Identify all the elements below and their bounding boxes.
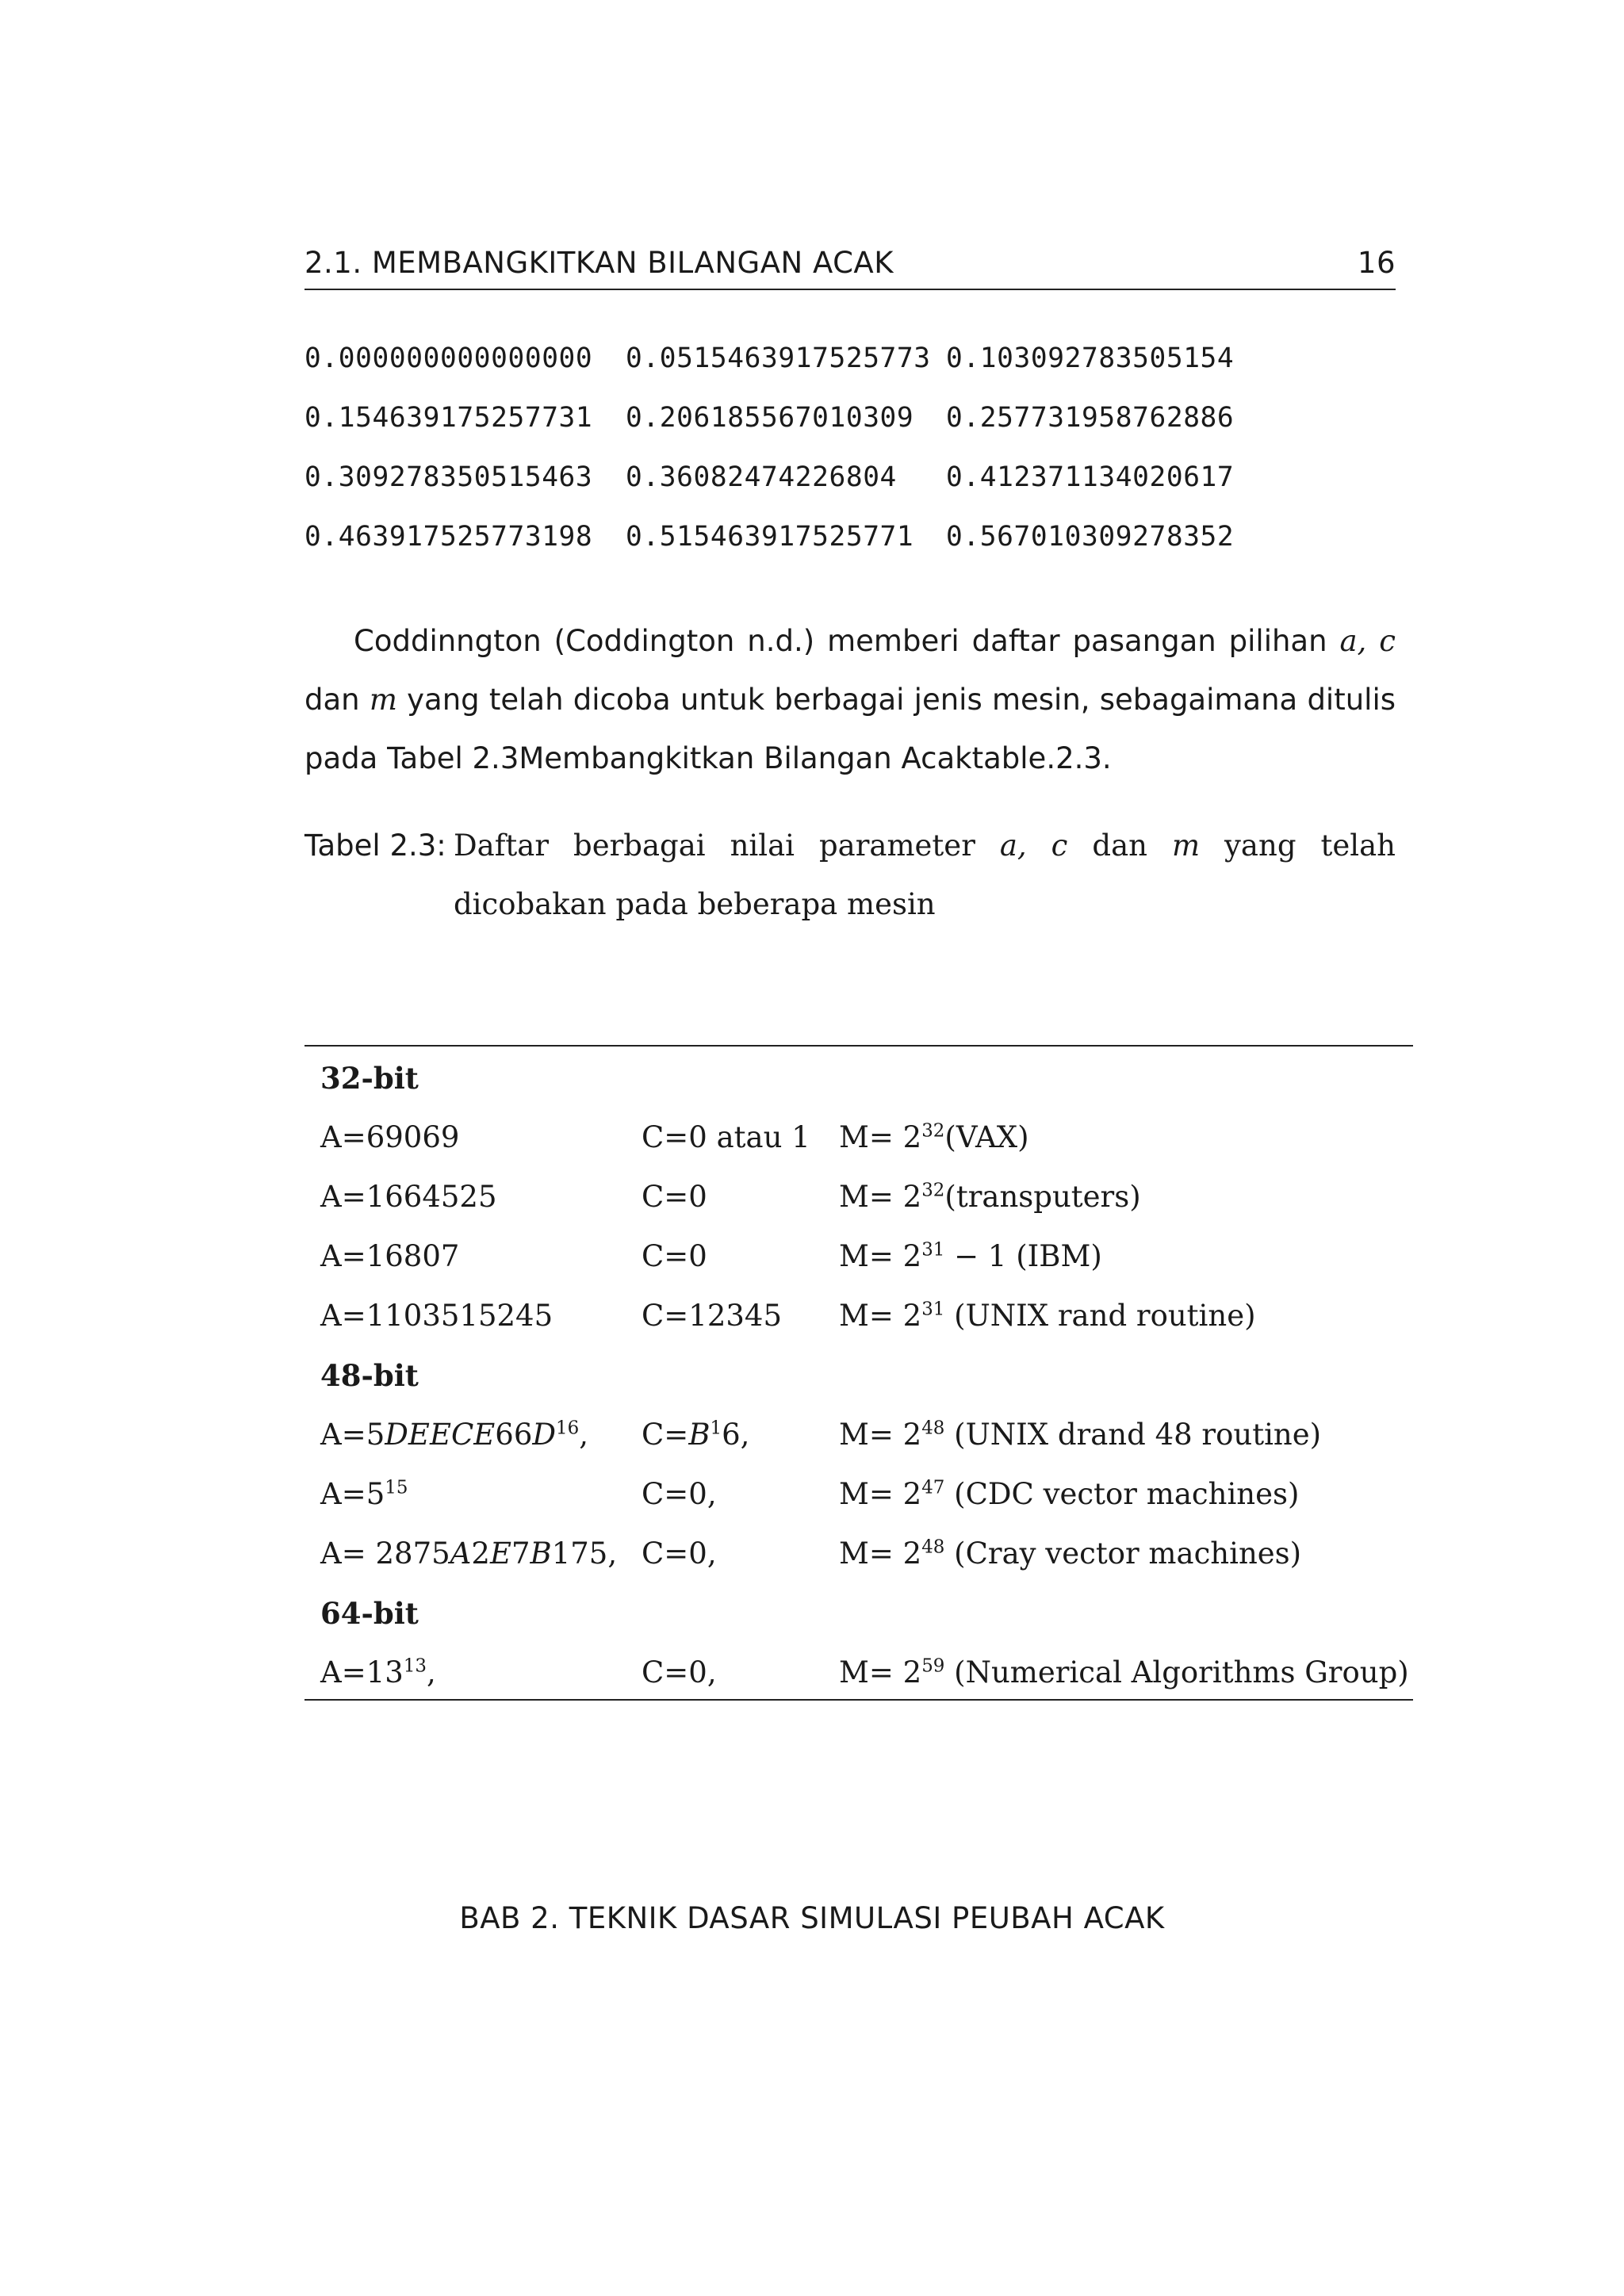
- table-group-header: [320, 1583, 1413, 1643]
- table-group-header: [320, 1345, 1413, 1405]
- caption-part: dan: [1067, 828, 1172, 863]
- number-cell: 0.0515463917525773: [626, 342, 931, 374]
- table-top-rule: [304, 1045, 1413, 1047]
- m-value: $M= 2^{32}(VAX)$: [839, 1120, 1029, 1154]
- m-value: $M= 2^{32}(transputers)$: [839, 1180, 1141, 1214]
- a-value: $A=13^{13}$,: [320, 1655, 436, 1689]
- number-cell: 0.412371134020617: [946, 461, 1235, 493]
- table-row: [320, 1643, 1413, 1702]
- c-value: C=0 atau 1: [642, 1120, 810, 1154]
- c-value: C=0: [642, 1239, 707, 1273]
- a-value: $A=5DEECE66D^{16}$,: [320, 1418, 588, 1452]
- number-cell: 0.154639175257731: [304, 402, 593, 434]
- c-value: C=0,: [642, 1536, 717, 1571]
- group-label: 48-bit: [320, 1357, 419, 1393]
- math-a-c: a, c: [1339, 624, 1396, 658]
- a-value: A=69069: [320, 1120, 460, 1154]
- body-paragraph: [304, 612, 1396, 788]
- m-value: $M= 2^{48}$ (Cray vector machines): [839, 1536, 1302, 1571]
- c-value: C=12345: [642, 1299, 783, 1333]
- m-value: $M= 2^{31} - 1$ (IBM): [839, 1239, 1102, 1273]
- a-value: A= 2875A2E7B175,: [320, 1536, 618, 1571]
- paragraph-text: dan: [304, 683, 370, 717]
- running-header: [304, 246, 1396, 280]
- number-row: [304, 461, 1396, 521]
- a-value: A=16807: [320, 1239, 460, 1273]
- table-row: [320, 1286, 1413, 1345]
- table-row: [320, 1167, 1413, 1226]
- table-row: [320, 1405, 1413, 1464]
- number-cell: 0.206185567010309: [626, 402, 914, 434]
- caption-text: [454, 817, 1396, 934]
- page-number: 16: [1357, 246, 1396, 280]
- table-caption: [304, 817, 1396, 934]
- number-cell: 0.36082474226804: [626, 461, 897, 493]
- number-row: [304, 521, 1396, 580]
- number-cell: 0.000000000000000: [304, 342, 593, 374]
- paragraph-text: yang telah dicoba untuk berbagai jenis mesin, sebagaimana ditulis pada Tabel 2.3Membangkitkan Bilangan Acaktable.2.3.: [304, 683, 1396, 775]
- table-row: [320, 1226, 1413, 1286]
- table-row: [320, 1108, 1413, 1167]
- c-value: C=0,: [642, 1655, 717, 1689]
- caption-part: yang telah dicobakan pada beberapa mesin: [454, 828, 1396, 921]
- number-cell: 0.463917525773198: [304, 521, 593, 553]
- c-value: C=0,: [642, 1477, 717, 1511]
- a-value: A=1103515245: [320, 1299, 553, 1333]
- number-cell: 0.567010309278352: [946, 521, 1235, 553]
- table-bottom-rule: [304, 1699, 1413, 1701]
- section-title: 2.1. MEMBANGKITKAN BILANGAN ACAK: [304, 246, 894, 280]
- number-cell: 0.309278350515463: [304, 461, 593, 493]
- table-row: [320, 1464, 1413, 1524]
- math-m: m: [1171, 828, 1201, 863]
- number-cell: 0.257731958762886: [946, 402, 1235, 434]
- a-value: A=1664525: [320, 1180, 497, 1214]
- number-cell: 0.515463917525771: [626, 521, 914, 553]
- chapter-footer: BAB 2. TEKNIK DASAR SIMULASI PEUBAH ACAK: [459, 1901, 1165, 1935]
- group-label: 64-bit: [320, 1595, 419, 1631]
- paragraph-text: Coddinngton (Coddington n.d.) memberi daftar pasangan pilihan: [354, 624, 1340, 658]
- caption-label: Tabel 2.3:: [304, 828, 446, 863]
- m-value: $M= 2^{47}$ (CDC vector machines): [839, 1477, 1300, 1511]
- m-value: $M= 2^{31}$ (UNIX rand routine): [839, 1299, 1256, 1333]
- table-row: [320, 1524, 1413, 1583]
- math-m: m: [369, 683, 397, 717]
- math-a-c: a, c: [999, 828, 1068, 863]
- number-cell: 0.103092783505154: [946, 342, 1235, 374]
- a-value: $A=5^{15}$: [320, 1477, 408, 1511]
- c-value: C=0: [642, 1180, 707, 1214]
- group-label: 32-bit: [320, 1060, 419, 1096]
- number-row: [304, 402, 1396, 461]
- table-group-header: [320, 1048, 1413, 1108]
- c-value: $C=B^16$,: [642, 1418, 750, 1452]
- m-value: $M= 2^{48}$ (UNIX drand 48 routine): [839, 1418, 1322, 1452]
- parameter-table: [320, 1048, 1413, 1702]
- number-row: [304, 342, 1396, 402]
- caption-part: Daftar berbagai nilai parameter: [454, 828, 1000, 863]
- header-rule: [304, 289, 1396, 290]
- m-value: $M= 2^{59}$ (Numerical Algorithms Group): [839, 1655, 1409, 1689]
- number-grid: [304, 342, 1396, 580]
